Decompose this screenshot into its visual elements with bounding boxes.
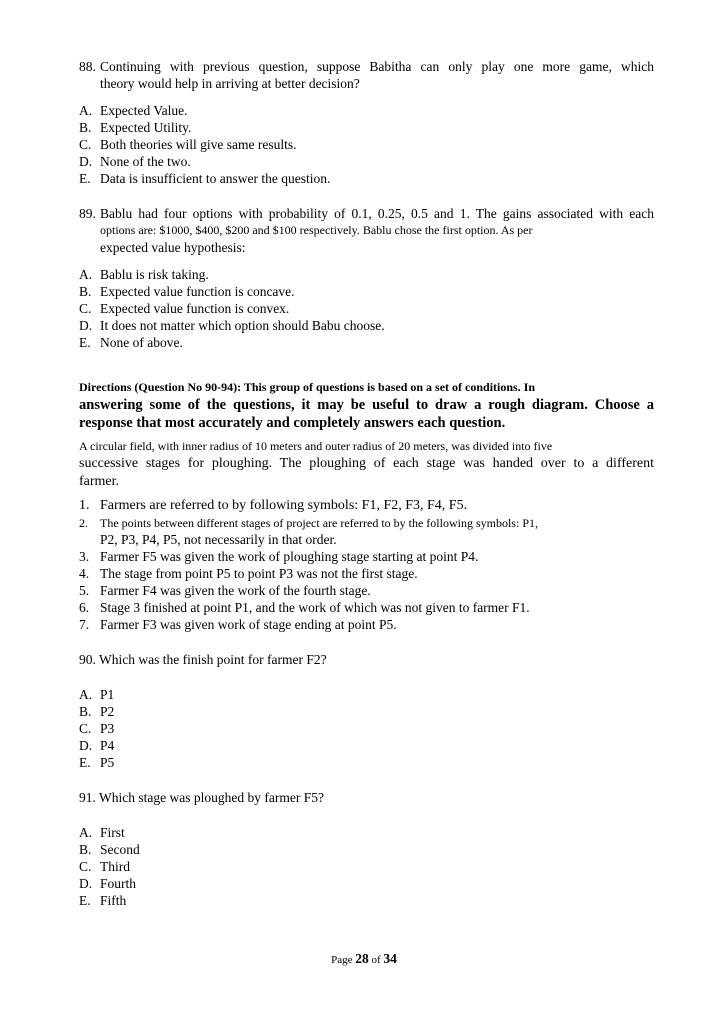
question-91 <box>79 789 654 909</box>
option-label: D. <box>79 154 93 169</box>
question-89 <box>79 205 654 351</box>
option-text: Third <box>100 859 130 874</box>
option-label: B. <box>79 120 92 135</box>
condition-number: 6. <box>79 600 90 615</box>
option-text: P1 <box>100 687 115 702</box>
option-label: A. <box>79 267 93 282</box>
option-text: P5 <box>100 755 115 770</box>
option-label: C. <box>79 301 92 316</box>
context-text: A circular field, with inner radius of 10 meters and outer radius of 20 meters, was divided into five <box>79 439 553 453</box>
condition-text: Farmer F4 was given the work of the fourth stage. <box>100 583 371 598</box>
of-word: of <box>371 954 381 966</box>
option-label: E. <box>79 893 91 908</box>
question-text: Continuing with previous question, suppose Babitha can only play one more game, which <box>100 59 654 74</box>
option-text: First <box>100 825 125 840</box>
option-label: A. <box>79 825 93 840</box>
option-label: C. <box>79 137 92 152</box>
option-text: Expected value function is concave. <box>100 284 295 299</box>
option-text: Expected value function is convex. <box>100 301 290 316</box>
context-text: successive stages for ploughing. The ploughing of each stage was handed over to a different <box>79 456 654 471</box>
question-88 <box>79 58 654 187</box>
option-label: B. <box>79 842 92 857</box>
option-label: D. <box>79 318 93 333</box>
option-label: E. <box>79 755 91 770</box>
condition-number: 3. <box>79 549 90 564</box>
conditions-list <box>79 497 654 633</box>
option-text: Both theories will give same results. <box>100 137 297 152</box>
question-text: options are: $1000, $400, $200 and $100 respectively. Bablu chose the first option. As per <box>100 223 533 237</box>
condition-number: 5. <box>79 583 90 598</box>
question-number: 89. <box>79 206 96 221</box>
option-text: Fifth <box>100 893 127 908</box>
option-text: P3 <box>100 721 115 736</box>
option-label: A. <box>79 103 93 118</box>
condition-number: 2. <box>79 516 88 530</box>
question-number: 88. <box>79 59 96 74</box>
option-text: Second <box>100 842 140 857</box>
question-text: 91. Which stage was ploughed by farmer F5? <box>79 790 324 805</box>
option-text: P2 <box>100 704 115 719</box>
option-text: Bablu is risk taking. <box>100 267 209 282</box>
question-90 <box>79 651 654 771</box>
question-text: Bablu had four options with probability of 0.1, 0.25, 0.5 and 1. The gains associated with each <box>100 206 654 221</box>
option-label: A. <box>79 687 93 702</box>
question-text: theory would help in arriving at better decision? <box>100 76 360 91</box>
page-word: Page <box>331 954 353 966</box>
page-number: 28 <box>355 951 369 966</box>
condition-text: Stage 3 finished at point P1, and the work of which was not given to farmer F1. <box>100 600 530 615</box>
option-text: It does not matter which option should Babu choose. <box>100 318 385 333</box>
option-text: Fourth <box>100 876 137 891</box>
condition-text: The stage from point P5 to point P3 was not the first stage. <box>100 566 418 581</box>
context-text: farmer. <box>79 474 120 489</box>
option-label: C. <box>79 859 92 874</box>
option-label: D. <box>79 738 93 753</box>
option-label: E. <box>79 335 91 350</box>
condition-text: P2, P3, P4, P5, not necessarily in that order. <box>100 532 337 547</box>
option-text: Data is insufficient to answer the question. <box>100 171 331 186</box>
option-text: None of the two. <box>100 154 191 169</box>
condition-text: Farmer F3 was given work of stage ending at point P5. <box>100 617 397 632</box>
condition-number: 4. <box>79 566 90 581</box>
document-page <box>79 58 654 909</box>
option-text: Expected Value. <box>100 103 188 118</box>
question-text: expected value hypothesis: <box>100 240 246 255</box>
condition-text: The points between different stages of project are referred to by the following symbols: P1, <box>100 516 538 530</box>
option-label: B. <box>79 284 92 299</box>
condition-number: 1. <box>79 498 90 513</box>
option-text: Expected Utility. <box>100 120 192 135</box>
condition-text: Farmers are referred to by following symbols: F1, F2, F3, F4, F5. <box>100 498 468 513</box>
directions-block <box>79 379 654 491</box>
directions-text: response that most accurately and completely answers each question. <box>79 415 506 431</box>
condition-number: 7. <box>79 617 90 632</box>
option-text: None of above. <box>100 335 183 350</box>
directions-text: answering some of the questions, it may be useful to draw a rough diagram. Choose a <box>79 397 654 413</box>
option-label: E. <box>79 171 91 186</box>
option-label: B. <box>79 704 92 719</box>
option-label: C. <box>79 721 92 736</box>
page-total: 34 <box>383 951 397 966</box>
directions-heading: Directions (Question No 90-94): This group of questions is based on a set of conditions. In <box>79 380 536 394</box>
page-footer <box>0 951 728 967</box>
condition-text: Farmer F5 was given the work of ploughing stage starting at point P4. <box>100 549 479 564</box>
option-label: D. <box>79 876 93 891</box>
question-text: 90. Which was the finish point for farmer F2? <box>79 652 327 667</box>
option-text: P4 <box>100 738 115 753</box>
